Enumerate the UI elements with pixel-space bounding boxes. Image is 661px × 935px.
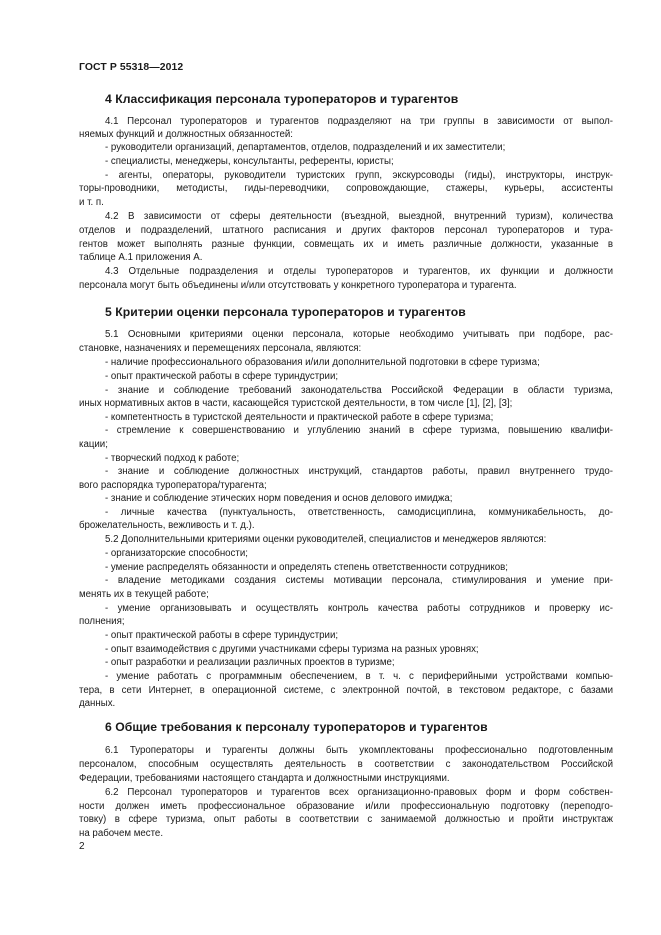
- paragraph-line: кации;: [79, 439, 108, 450]
- list-item-line: - опыт практической работы в сфере туриндустрии;: [105, 630, 339, 641]
- list-item-line: - руководители организаций, департаментов, отделов, подразделений и их заместители;: [105, 142, 506, 153]
- paragraph-line: 6.1 Туроператоры и турагенты должны быть укомплектованы профессионально подготовленным: [105, 745, 613, 756]
- list-item-line: - специалисты, менеджеры, консультанты, референты, юристы;: [105, 156, 394, 167]
- list-item-line: - личные качества (пунктуальность, ответственность, самодисциплина, коммуникабельность, до-: [105, 507, 613, 518]
- paragraph-line: 5.1 Основными критериями оценки персонала, которые необходимо учитывать при подборе, рас-: [105, 329, 613, 340]
- paragraph-line: таблице А.1 приложения А.: [79, 252, 203, 263]
- list-item-line: - наличие профессионального образования и/или дополнительной подготовки в сфере туризма;: [105, 357, 540, 368]
- list-item-line: - владение методиками создания системы мотивации персонала, стимулирования и умение при-: [105, 575, 613, 586]
- paragraph-line: иных нормативных актов в части, касающейся туристской деятельности, в том числе [1], [2], [3];: [79, 398, 513, 409]
- list-item-line: - агенты, операторы, руководители туристских групп, экскурсоводы (гиды), инструкторы, инструк-: [105, 170, 613, 181]
- paragraph-line: и т. п.: [79, 197, 104, 208]
- paragraph-line: 4.2 В зависимости от сферы деятельности (въездной, выездной, внутренний туризм), количества: [105, 211, 613, 222]
- list-item-line: - компетентность в туристской деятельности и практической работе в сфере туризма;: [105, 412, 494, 423]
- list-item-line: - творческий подход к работе;: [105, 453, 240, 464]
- section-title: 5 Критерии оценки персонала туроператоров и турагентов: [105, 305, 466, 319]
- page-number: 2: [79, 841, 85, 852]
- list-item-line: - стремление к совершенствованию и углублению знаний в сфере туризма, повышению квалифи-: [105, 425, 613, 436]
- paragraph-line: ности должен иметь профессиональное образование и/или профессиональную подготовку (переподго-: [79, 801, 613, 812]
- paragraph-line: торы-проводники, методисты, гиды-переводчики, сопровождающие, стажеры, курьеры, ассистенты: [79, 183, 613, 194]
- paragraph-line: персоналом, способным осуществлять деятельность в соответствии с законодательством Российской: [79, 759, 613, 770]
- paragraph-line: тера, в сети Интернет, в операционной системе, с электронной почтой, в текстовом редакторе, с базами: [79, 685, 613, 696]
- paragraph-line: 6.2 Персонал туроператоров и турагентов всех организационно-правовых форм и форм собствен-: [105, 787, 613, 798]
- document-header: ГОСТ Р 55318—2012: [79, 62, 184, 73]
- list-item-line: - организаторские способности;: [105, 548, 248, 559]
- list-item-line: - умение работать с программным обеспечением, в т. ч. с периферийными устройствами компью-: [105, 671, 613, 682]
- list-item-line: - знание и соблюдение требований законодательства Российской Федерации в области туризма,: [105, 385, 613, 396]
- paragraph-line: персонала могут быть объединены и/или отсутствовать у конкретного туроператора и турагента.: [79, 280, 517, 291]
- paragraph-line: Федерации, требованиями настоящего стандарта и должностными инструкциями.: [79, 773, 450, 784]
- paragraph-line: вого распорядка туроператора/турагента;: [79, 480, 267, 491]
- list-item-line: - умение распределять обязанности и определять степень ответственности сотрудников;: [105, 562, 508, 573]
- paragraph-line: товку) в сфере туризма, опыт работы в соответствии с занимаемой должностью и пройти инструктаж: [79, 814, 613, 825]
- paragraph-line: данных.: [79, 698, 116, 709]
- paragraph-line: брожелательность, вежливость и т. д.).: [79, 520, 255, 531]
- paragraph-line: 4.3 Отдельные подразделения и отделы туроператоров и турагентов, их функции и должности: [105, 266, 613, 277]
- section-title: 4 Классификация персонала туроператоров и турагентов: [105, 92, 459, 106]
- section-title: 6 Общие требования к персоналу туроператоров и турагентов: [105, 720, 488, 734]
- paragraph-line: 5.2 Дополнительными критериями оценки руководителей, специалистов и менеджеров являются:: [105, 534, 547, 545]
- paragraph-line: отделов и подразделений, штатного расписания и других факторов персонал туроператоров и тура-: [79, 225, 613, 236]
- list-item-line: - умение организовывать и осуществлять контроль качества работы сотрудников и проверку ис-: [105, 603, 613, 614]
- paragraph-line: менять их в текущей работе;: [79, 589, 209, 600]
- list-item-line: - опыт взаимодействия с другими участниками сферы туризма на разных уровнях;: [105, 644, 479, 655]
- paragraph-line: становке, назначениях и перемещениях персонала, являются:: [79, 343, 362, 354]
- list-item-line: - знание и соблюдение должностных инструкций, стандартов работы, правил внутреннего трудо-: [105, 466, 613, 477]
- paragraph-line: няемых функций и должностных обязанностей:: [79, 129, 293, 140]
- paragraph-line: полнения;: [79, 616, 125, 627]
- paragraph-line: гентов может выполнять разные функции, совмещать их и иметь различные должности, указанные в: [79, 239, 613, 250]
- list-item-line: - знание и соблюдение этических норм поведения и основ делового имиджа;: [105, 493, 453, 504]
- list-item-line: - опыт практической работы в сфере туриндустрии;: [105, 371, 339, 382]
- paragraph-line: 4.1 Персонал туроператоров и турагентов подразделяют на три группы в зависимости от выпол-: [105, 116, 613, 127]
- list-item-line: - опыт разработки и реализации различных проектов в туризме;: [105, 657, 395, 668]
- paragraph-line: на рабочем месте.: [79, 828, 164, 839]
